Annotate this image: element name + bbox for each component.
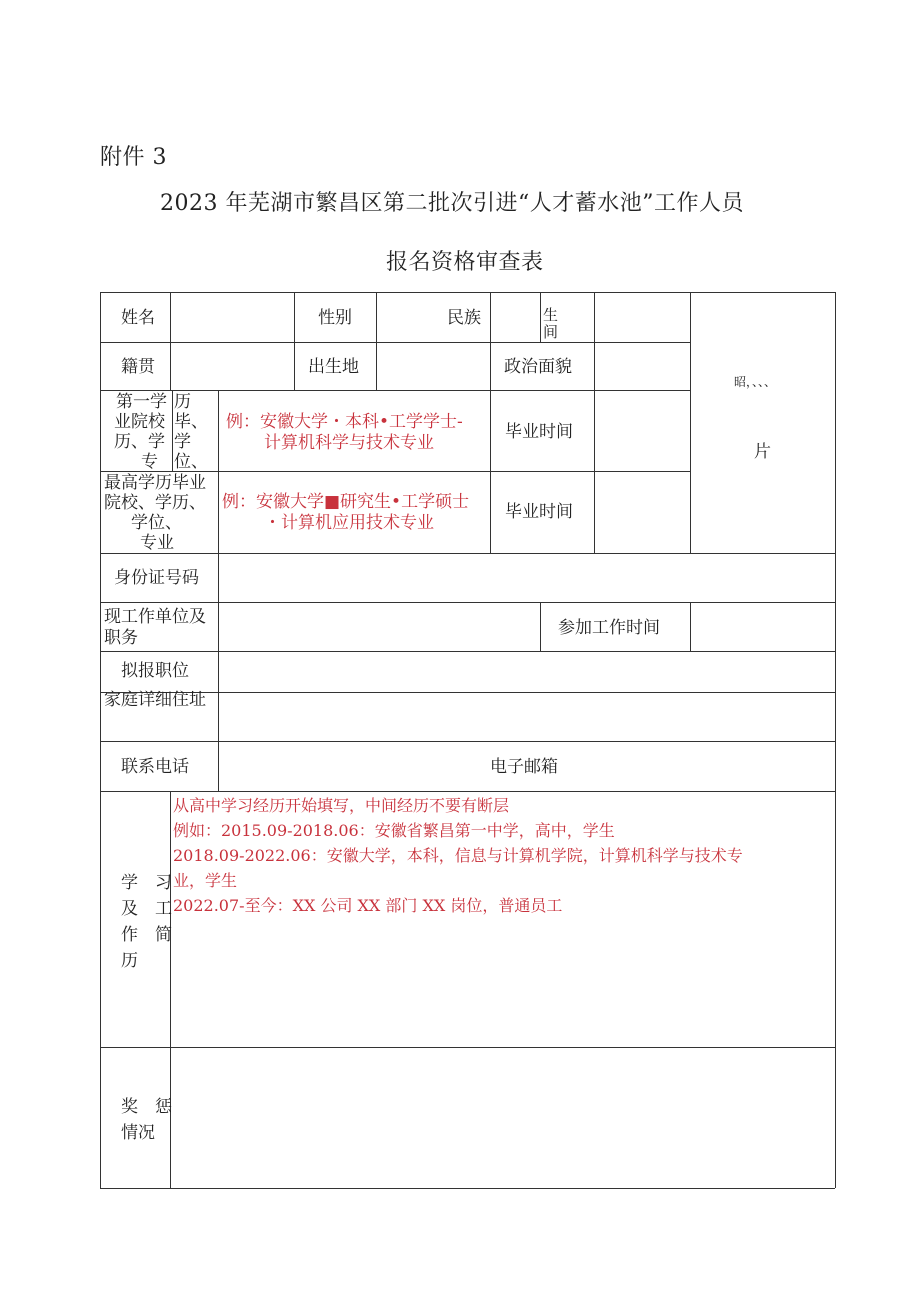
resume-example-line: 例如：2015.09-2018.06：安徽省繁昌第一中学，高中，学生 (173, 821, 615, 840)
highest-edu-label-1: 最高学历毕业 (104, 473, 206, 493)
attachment-label: 附件 3 (100, 145, 167, 170)
work-start-label: 参加工作时间 (558, 618, 660, 638)
resume-label-3: 作 简 (121, 925, 172, 945)
highest-edu-label-2: 院校、学历、 (104, 493, 206, 513)
id-number-label: 身份证号码 (114, 568, 199, 588)
resume-example-line: 2022.07-至今：XX 公司 XX 部门 XX 岗位，普通员工 (173, 896, 563, 915)
work-unit-label-1: 现工作单位及 (104, 607, 206, 627)
rewards-label-2: 情况 (121, 1123, 155, 1143)
email-label: 电子邮箱 (490, 757, 558, 777)
birth-date-label-bottom: 间 (543, 323, 559, 341)
native-place-label: 籍贯 (121, 357, 155, 377)
highest-edu-example-1: 例：安徽大学■研究生•工学硕士 (222, 492, 470, 512)
resume-example-line: 从高中学习经历开始填写，中间经历不要有断层 (173, 796, 510, 815)
first-edu-sub-2: 毕、 (174, 412, 208, 432)
grad-time-label-2: 毕业时间 (505, 502, 573, 522)
first-edu-example-2: 计算机科学与技术专业 (264, 433, 434, 453)
birthplace-label: 出生地 (308, 357, 359, 377)
first-edu-sub-1: 历 (174, 392, 191, 412)
address-label: 家庭详细住址 (104, 690, 206, 710)
first-edu-example-1: 例：安徽大学・本科•工学学士- (226, 412, 463, 432)
first-edu-label-3: 历、学 (114, 432, 165, 452)
gender-label: 性别 (318, 308, 352, 328)
position-label: 拟报职位 (121, 661, 189, 681)
ethnicity-label: 民族 (447, 308, 481, 328)
resume-label-1: 学 习 (121, 873, 172, 893)
form-title: 2023 年芜湖市繁昌区第二批次引进“人才蓄水池”工作人员 (160, 191, 744, 216)
photo-label: 片 (754, 442, 771, 462)
first-edu-sub-3: 学 (174, 432, 191, 452)
form-subtitle: 报名资格审查表 (386, 250, 544, 275)
work-unit-label-2: 职务 (104, 628, 138, 648)
grad-time-label-1: 毕业时间 (505, 422, 573, 442)
first-edu-sub-4: 位、 (174, 452, 208, 472)
resume-example-line: 2018.09-2022.06：安徽大学，本科，信息与计算机学院，计算机科学与技术专 (173, 846, 743, 865)
birth-date-label-top: 生 (543, 306, 559, 324)
highest-edu-label-3: 学位、 (131, 513, 182, 533)
resume-label-2: 及 工 (121, 899, 172, 919)
name-label: 姓名 (121, 308, 155, 328)
political-status-label: 政治面貌 (504, 357, 572, 377)
highest-edu-example-2: ・计算机应用技术专业 (264, 513, 434, 533)
first-edu-label-4: 专 (141, 452, 158, 472)
resume-example (173, 793, 833, 918)
phone-label: 联系电话 (121, 757, 189, 777)
first-edu-label-2: 业院校 (114, 412, 165, 432)
resume-label-4: 历 (121, 951, 138, 971)
first-edu-label-1: 第一学 (116, 392, 167, 412)
highest-edu-label-4: 专业 (140, 533, 174, 553)
rewards-label-1: 奖 惩 (121, 1097, 172, 1117)
photo-label-top: 昭，、、、 (734, 375, 777, 389)
resume-example-line: 业，学生 (173, 871, 238, 890)
